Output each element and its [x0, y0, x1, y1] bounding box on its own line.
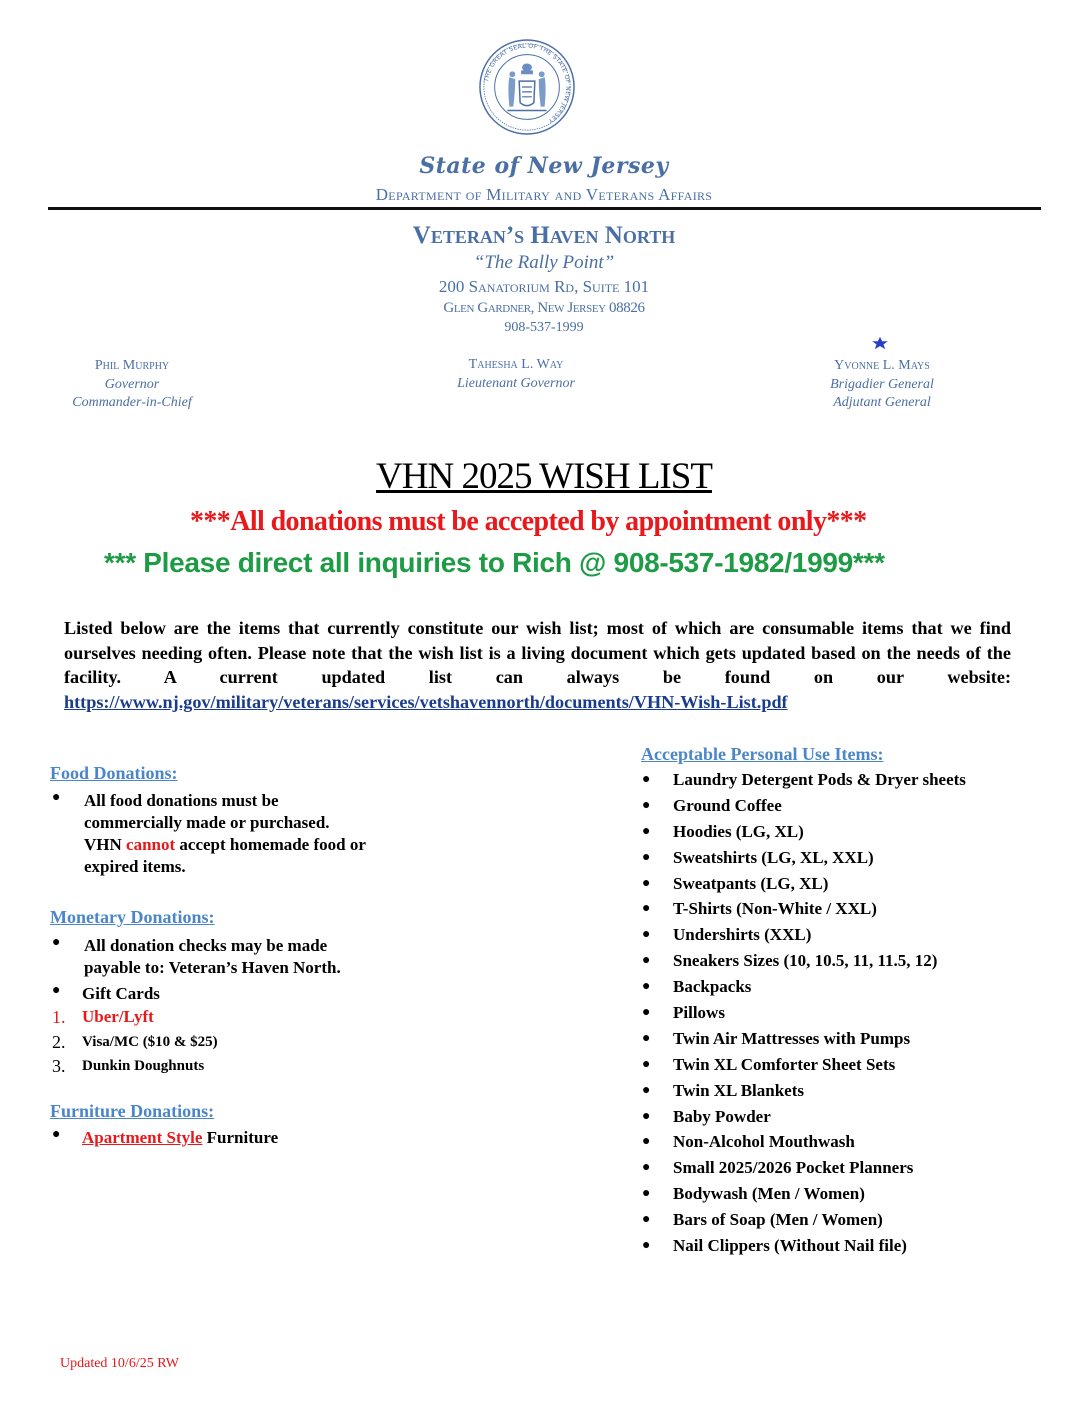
updated-note: Updated 10/6/25 RW	[60, 1356, 179, 1371]
intro-paragraph	[64, 616, 1011, 714]
list-item	[642, 873, 966, 900]
list-item	[642, 1236, 966, 1262]
list-item	[642, 1106, 966, 1133]
bullet-icon: ●	[642, 797, 651, 813]
page-title: VHN 2025 WISH LIST	[376, 456, 712, 497]
list-item-label: Twin Air Mattresses with Pumps	[673, 1028, 911, 1048]
bullet-icon: ●	[642, 1134, 651, 1150]
official-title: Brigadier General	[830, 376, 934, 392]
facility-name: Veteran’s Haven North	[412, 222, 676, 249]
list-item-label: Sneakers Sizes (10, 10.5, 11, 11.5, 12)	[673, 951, 938, 971]
furniture-item	[50, 1127, 430, 1149]
list-item	[642, 1003, 966, 1029]
bullet-icon: ●	[52, 1127, 61, 1142]
food-line: All food donations must be	[84, 791, 279, 810]
facility-phone: 908-537-1999	[504, 320, 584, 335]
bullet-icon: ●	[642, 901, 651, 917]
intro-text: Listed below are the items that currently constitute our wish list; most of which are consumable items that we find ourselves needing often. Please note that the wish list is a living document which gets updated based on the needs of the facility. A current updated list can always be found on our website:	[64, 618, 1011, 687]
list-item-label: Ground Coffee	[673, 795, 782, 815]
list-item-label: Twin XL Blankets	[673, 1080, 805, 1100]
inquiries-notice: *** Please direct all inquiries to Rich @ 908-537-1982/1999***	[104, 547, 885, 578]
list-item-label: Bodywash (Men / Women)	[673, 1184, 865, 1204]
list-item-label: Sweatpants (LG, XL)	[673, 873, 829, 893]
list-item	[642, 977, 966, 1003]
checks-line: payable to: Veteran’s Haven North.	[84, 958, 341, 977]
gift-cards-item	[50, 983, 430, 1005]
official-name: Yvonne L. Mays	[834, 358, 930, 373]
list-item-label: Twin XL Comforter Sheet Sets	[673, 1054, 896, 1074]
list-item-label: Pillows	[673, 1003, 725, 1023]
monetary-donations-heading: Monetary Donations:	[50, 907, 215, 927]
food-line: commercially made or purchased.	[84, 813, 330, 832]
list-number: 1.	[52, 1007, 66, 1027]
list-item	[642, 847, 966, 874]
list-item-label: Hoodies (LG, XL)	[673, 821, 804, 841]
checks-line: All donation checks may be made	[84, 936, 328, 955]
official-governor	[40, 357, 224, 413]
list-item-label: Non-Alcohol Mouthwash	[673, 1132, 855, 1152]
list-item	[642, 1054, 966, 1081]
bullet-icon: ●	[642, 1186, 651, 1202]
bullet-icon: ●	[642, 1238, 651, 1254]
food-donations-heading: Food Donations:	[50, 763, 178, 783]
bullet-icon: ●	[642, 875, 651, 891]
list-item	[642, 1184, 966, 1210]
list-item	[642, 795, 966, 822]
official-name: Tahesha L. Way	[468, 357, 564, 372]
address-line-1: 200 Sanatorium Rd, Suite 101	[438, 277, 650, 296]
gift-card-label: Dunkin Doughnuts	[82, 1058, 205, 1074]
list-item-label: Backpacks	[673, 977, 752, 997]
list-item-label: Small 2025/2026 Pocket Planners	[673, 1158, 914, 1178]
header-divider	[48, 207, 1041, 210]
list-item	[642, 770, 966, 796]
bullet-icon: ●	[52, 983, 61, 998]
official-name: Phil Murphy	[94, 358, 170, 373]
gift-cards-label: Gift Cards	[82, 984, 160, 1003]
bullet-icon: ●	[642, 1030, 651, 1046]
bullet-icon: ●	[642, 1108, 651, 1124]
list-number: 3.	[52, 1056, 66, 1076]
list-item	[642, 1028, 966, 1055]
list-item	[642, 1080, 966, 1107]
list-item	[642, 1158, 966, 1184]
appointment-notice: ***All donations must be accepted by appointment only***	[190, 506, 867, 537]
list-number: 2.	[52, 1032, 66, 1052]
department-name: Department of Military and Veterans Affairs	[375, 185, 713, 204]
facility-tagline: “The Rally Point”	[473, 252, 615, 273]
list-item-label: Undershirts (XXL)	[673, 925, 812, 945]
bullet-icon: ●	[642, 1212, 651, 1228]
list-item	[642, 1132, 966, 1158]
furniture-style: Apartment Style	[82, 1128, 203, 1147]
list-item-label: Sweatshirts (LG, XL, XXL)	[673, 847, 874, 867]
list-item	[642, 925, 966, 951]
official-title: Governor	[104, 376, 160, 392]
state-title: State of New Jersey	[419, 153, 669, 179]
list-item-label: Laundry Detergent Pods & Dryer sheets	[673, 770, 966, 789]
list-item-label: Baby Powder	[673, 1106, 771, 1126]
furniture-label: Furniture	[202, 1128, 279, 1147]
list-item-label: Bars of Soap (Men / Women)	[673, 1210, 883, 1230]
food-donations-item	[50, 790, 430, 878]
monetary-checks-item	[50, 935, 430, 979]
bullet-icon: ●	[642, 1082, 651, 1098]
state-seal-logo	[478, 38, 576, 136]
official-title: Adjutant General	[833, 395, 931, 410]
food-line-cannot: VHN cannot accept homemade food or	[84, 835, 366, 854]
address-line-2: Glen Gardner, New Jersey 08826	[443, 300, 645, 316]
gift-card-label: Visa/MC ($10 & $25)	[82, 1034, 218, 1050]
bullet-icon: ●	[642, 1056, 651, 1072]
official-adjutant-general	[790, 357, 974, 413]
bullet-icon: ●	[642, 927, 651, 943]
bullet-icon: ●	[642, 823, 651, 839]
list-item	[642, 1210, 966, 1236]
list-item-label: Nail Clippers (Without Nail file)	[673, 1236, 907, 1256]
bullet-icon: ●	[642, 849, 651, 865]
list-item	[642, 899, 966, 925]
personal-items-heading: Acceptable Personal Use Items:	[641, 744, 884, 764]
official-title: Lieutenant Governor	[457, 375, 575, 391]
list-item-label: T-Shirts (Non-White / XXL)	[673, 899, 877, 919]
personal-items-list	[642, 770, 966, 1262]
bullet-icon: ●	[642, 979, 651, 995]
bullet-icon: ●	[642, 1160, 651, 1176]
list-item	[642, 821, 966, 848]
svg-text:THE GREAT SEAL OF THE STATE OF: THE GREAT SEAL OF THE STATE OF NEW JERSEY	[483, 42, 572, 125]
bullet-icon: ●	[52, 935, 61, 950]
food-line: expired items.	[84, 857, 186, 876]
bullet-icon: ●	[642, 953, 651, 969]
bullet-icon: ●	[52, 790, 61, 805]
list-item	[642, 951, 966, 977]
bullet-icon: ●	[642, 1005, 651, 1021]
official-title: Commander-in-Chief	[72, 395, 192, 410]
official-lt-governor	[424, 356, 608, 393]
wish-list-link[interactable]: https://www.nj.gov/military/veterans/services/vetshavennorth/documents/VHN-Wish-List.pdf	[64, 691, 788, 712]
gift-card-label: Uber/Lyft	[82, 1007, 154, 1026]
furniture-donations-heading: Furniture Donations:	[50, 1101, 215, 1121]
bullet-icon: ●	[642, 772, 651, 787]
star-icon	[871, 336, 889, 350]
